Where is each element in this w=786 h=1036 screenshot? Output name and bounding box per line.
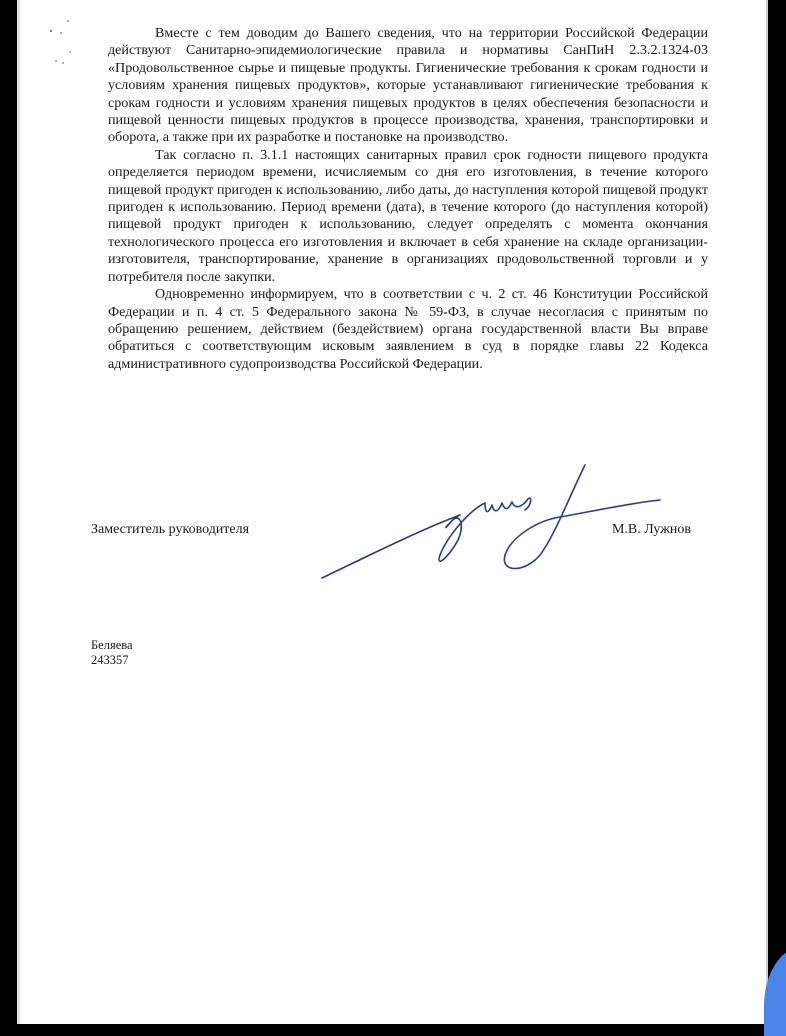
paragraph-sanpin: Вместе с тем доводим до Вашего сведения, что на территории Российской Федерации действуют Санитарно-эпидемиологические правила и нормативы СанПиН 2.3.2.1324-03 «Продовольственное сырье и пищевые продукты. Гигиенические требования к срокам годности и условиям хранения пищевых продуктов», которые устанавливают гигиенические требования к срокам годности и условиям хранения пищевых продуктов в целях обеспечения безопасности и пищевой ценности пищевых продуктов в процессе производства, хранения, транспортировки и оборота, а также при их разработке и постановке на производство. <box>108 25 708 146</box>
scan-specks <box>45 15 85 65</box>
speck <box>60 32 62 34</box>
paragraph-appeal-rights: Одновременно информируем, что в соответствии с ч. 2 ст. 46 Конституции Российской Федерации и п. 4 ст. 5 Федерального закона № 59-ФЗ, в случае несогласия с принятым по обращению решением, действием (бездействием) органа государственной власти Вы вправе обратиться с соответствующим исковым заявлением в суд в порядке главы 22 Кодекса административного судопроизводства Российской Федерации. <box>108 286 708 372</box>
paragraph-shelf-life: Так согласно п. 3.1.1 настоящих санитарных правил срок годности пищевого продукта определяется периодом времени, исчисляемым со дня его изготовления, в течение которого пищевой продукт пригоден к использованию, либо даты, до наступления которой пищевой продукт пригоден к использованию. Период времени (дата), в течение которого (до наступления которой) пищевой продукт пригоден к использованию, следует определять с момента окончания технологического процесса его изготовления и включает в себя хранение на складе организации-изготовителя, транспортирование, хранение в организациях продовольственной торговли и у потребителя после закупки. <box>108 146 708 285</box>
executor-phone: 243357 <box>91 653 129 667</box>
letter-body <box>108 25 708 373</box>
signature-stroke-main <box>322 498 531 578</box>
speck <box>50 30 52 32</box>
signatory-name: М.В. Лужнов <box>611 522 691 537</box>
speck <box>69 51 71 53</box>
executor-name: Беляева <box>91 638 133 652</box>
signature-stroke-loop <box>504 465 660 569</box>
speck <box>67 20 69 22</box>
speck <box>55 60 57 62</box>
handwritten-signature <box>300 455 680 585</box>
executor-info <box>91 638 133 668</box>
signatory-title: Заместитель руководителя <box>91 522 250 537</box>
speck <box>62 62 64 64</box>
